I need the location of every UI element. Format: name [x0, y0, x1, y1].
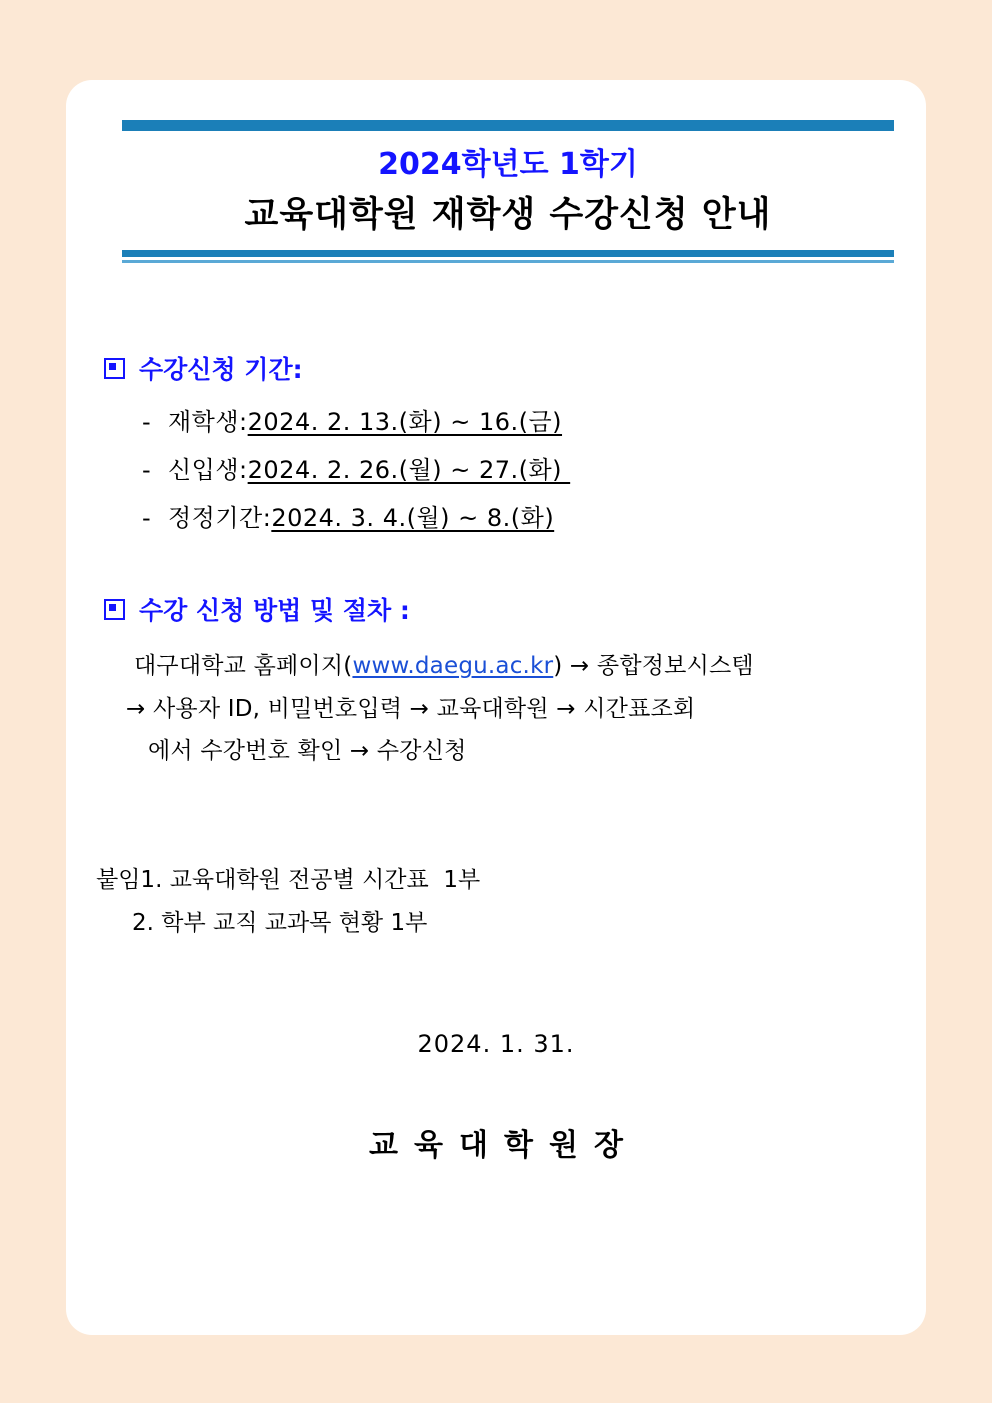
document-sheet: [66, 80, 926, 1335]
list-item-value: 2024. 2. 26.(월) ~ 27.(화): [247, 456, 571, 484]
list-item-label: 정정기간:: [168, 504, 272, 532]
list-item: [142, 498, 926, 533]
attachment-block: [66, 859, 926, 946]
issue-date: 2024. 1. 31.: [417, 1030, 575, 1059]
list-item: [142, 450, 926, 485]
method-line-1: [134, 645, 926, 688]
method-line-1-prefix: 대구대학교 홈페이지(: [134, 653, 353, 679]
dash-marker: -: [142, 408, 152, 436]
list-item-value: 2024. 2. 13.(화) ~ 16.(금): [247, 408, 563, 436]
dash-marker: -: [142, 456, 152, 484]
method-line-1-suffix: ) → 종합정보시스템: [553, 653, 754, 679]
method-line-3: 에서 수강번호 확인 → 수강신청: [148, 738, 467, 765]
homepage-link[interactable]: www.daegu.ac.kr: [352, 653, 554, 679]
document-body: [66, 350, 926, 1164]
title-bottom-rule-thick: [122, 250, 894, 257]
section-heading-period-label: 수강신청 기간:: [139, 355, 303, 384]
method-paragraph: [66, 645, 926, 773]
signer-title: 교육대학원장: [369, 1128, 639, 1164]
dash-marker: -: [142, 504, 152, 532]
title-text-group: [122, 131, 894, 250]
period-list: [66, 402, 926, 533]
attachment-line-2: 2. 학부 교직 교과목 현황 1부: [132, 910, 428, 937]
title-top-rule: [122, 120, 894, 131]
bullet-square-icon: [104, 599, 125, 620]
list-item: [142, 402, 926, 437]
section-heading-period: [104, 350, 926, 386]
title-bottom-rule-thin: [122, 260, 894, 263]
page-title: 교육대학원 재학생 수강신청 안내: [244, 194, 772, 235]
section-heading-method-label: 수강 신청 방법 및 절차 :: [139, 596, 410, 625]
list-item-label: 신입생:: [168, 456, 248, 484]
section-heading-method: [104, 591, 926, 627]
title-line-1: 2024학년도 1학기: [378, 147, 638, 182]
method-line-2: → 사용자 ID, 비밀번호입력 → 교육대학원 → 시간표조회: [126, 695, 696, 722]
attachment-line-1: 붙임1. 교육대학원 전공별 시간표 1부: [96, 866, 481, 893]
document-title-block: [122, 120, 894, 263]
list-item-value: 2024. 3. 4.(월) ~ 8.(화): [271, 504, 555, 532]
list-item-label: 재학생:: [168, 408, 248, 436]
bullet-square-icon: [104, 358, 125, 379]
